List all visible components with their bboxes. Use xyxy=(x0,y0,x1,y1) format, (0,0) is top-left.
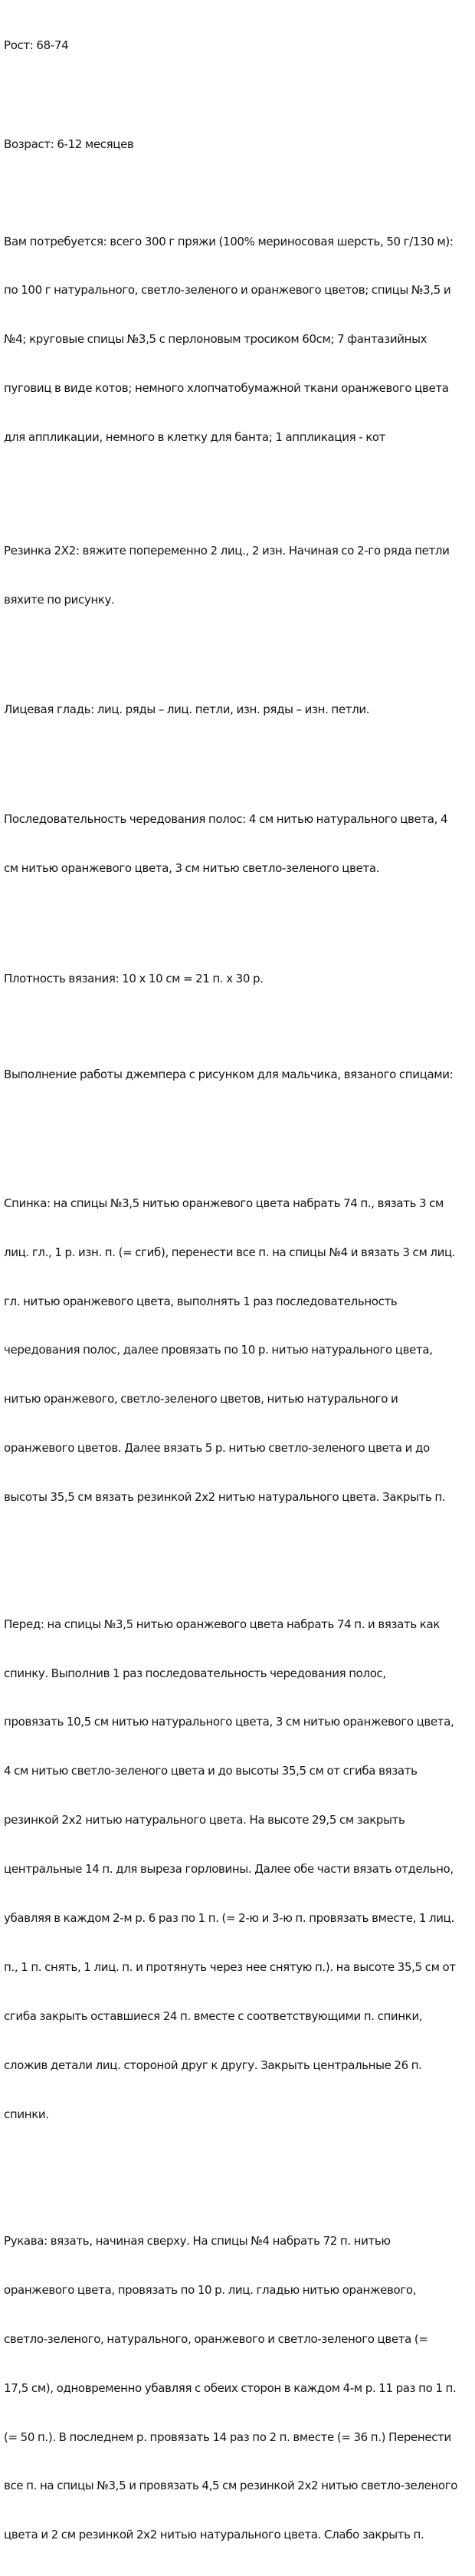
sleeves-line: все п. на спицы №3,5 и провязать 4,5 см резинкой 2х2 нитью светло-зеленого xyxy=(4,2479,458,2493)
back-line: Спинка: на спицы №3,5 нитью оранжевого цвета набрать 74 п., вязать 3 см xyxy=(4,1196,444,1210)
sleeves-line: 17,5 см), одновременно убавляя с обеих сторон в каждом 4-м р. 11 раз по 1 п. xyxy=(4,2380,457,2395)
front-line: убавляя в каждом 2-м р. 6 раз по 1 п. (= 2-ю и 3-ю п. провязать вместе, 1 лиц. xyxy=(4,1910,454,1925)
sleeves-line: Рукава: вязать, начиная сверху. На спицы №4 набрать 72 п. нитью xyxy=(4,2234,391,2249)
front-line: центральные 14 п. для выреза горловины. Далее обе части вязать отдельно, xyxy=(4,1862,454,1877)
materials-line: пуговиц в виде котов; немного хлопчатобумажной ткани оранжевого цвета xyxy=(4,381,449,396)
document-body xyxy=(4,0,473,2576)
materials-line: Вам потребуется: всего 300 г пряжи (100% мериносовая шерсть, 50 г/130 м): xyxy=(4,234,454,248)
sleeves-line: (= 50 п.). В последнем р. провязать 14 раз по 2 п. вместе (= 36 п.) Перенести xyxy=(4,2430,451,2444)
back-line: высоты 35,5 см вязать резинкой 2х2 нитью натурального цвета. Закрыть п. xyxy=(4,1490,446,1505)
rib-paragraph xyxy=(4,510,473,640)
gauge-line: Плотность вязания: 10 х 10 см = 21 п. х 30 р. xyxy=(4,971,264,985)
intro-line: Выполнение работы джемпера с рисунком для мальчика, вязаного спицами: xyxy=(4,1068,454,1082)
stockinette-paragraph xyxy=(4,669,473,750)
intro-paragraph xyxy=(4,1035,473,1116)
sleeves-paragraph xyxy=(4,2200,473,2576)
back-line: чередования полос, далее провязать по 10 р. нитью натурального цвета, xyxy=(4,1343,433,1357)
rib-line: Резинка 2Х2: вяжите попеременно 2 лиц., 2 изн. Начиная со 2-го ряда петли xyxy=(4,543,450,558)
front-line: спинку. Выполнив 1 раз последовательность чередования полос, xyxy=(4,1666,386,1680)
rib-line: вяхите по рисунку. xyxy=(4,592,115,607)
back-line: нитью оранжевого, светло-зеленого цветов, нитью натурального и xyxy=(4,1392,398,1406)
front-line: 4 см нитью светло-зеленого цвета и до высоты 35,5 см от сгиба вязать xyxy=(4,1764,418,1778)
materials-paragraph xyxy=(4,201,473,479)
size-line: Рост: 68-74 xyxy=(4,38,69,52)
size-paragraph xyxy=(4,5,473,86)
front-line: п., 1 п. снять, 1 лиц. п. и протянуть через нее снятую п.). на высоте 35,5 см от xyxy=(4,1959,456,1974)
front-line: сложив детали лиц. стороной друг к другу. Закрыть центральные 26 п. xyxy=(4,2058,422,2072)
gauge-paragraph xyxy=(4,938,473,1019)
back-line: гл. нитью оранжевого цвета, выполнять 1 раз последовательность xyxy=(4,1294,398,1308)
back-line: лиц. гл., 1 р. изн. п. (= сгиб), перенести все п. на спицы №4 и вязать 3 см лиц. xyxy=(4,1245,456,1259)
front-line: сгиба закрыть оставшиеся 24 п. вместе с соответствующими п. спинки, xyxy=(4,2008,423,2023)
front-line: спинки. xyxy=(4,2107,49,2121)
stripes-paragraph xyxy=(4,779,473,910)
sleeves-line: светло-зеленого, натурального, оранжевого и светло-зеленого цвета (= xyxy=(4,2331,428,2346)
back-paragraph xyxy=(4,1163,473,1538)
age-paragraph xyxy=(4,104,473,185)
materials-line: для аппликации, немного в клетку для банта; 1 аппликация - кот xyxy=(4,430,386,445)
front-line: резинкой 2х2 нитью натурального цвета. На высоте 29,5 см закрыть xyxy=(4,1813,405,1828)
sleeves-line: оранжевого цвета, провязать по 10 р. лиц. гладью нитью оранжевого, xyxy=(4,2282,417,2297)
front-paragraph xyxy=(4,1584,473,2155)
sleeves-line: цвета и 2 см резинкой 2х2 нитью натурального цвета. Слабо закрыть п. xyxy=(4,2528,424,2542)
age-line: Возраст: 6-12 месяцев xyxy=(4,137,134,152)
front-line: провязать 10,5 см нитью натурального цвета, 3 см нитью оранжевого цвета, xyxy=(4,1715,454,1729)
stripes-line: Последовательность чередования полос: 4 см нитью натурального цвета, 4 xyxy=(4,812,448,827)
materials-line: по 100 г натурального, светло-зеленого и оранжевого цветов; спицы №3,5 и xyxy=(4,283,451,298)
stripes-line: см нитью оранжевого цвета, 3 см нитью светло-зеленого цвета. xyxy=(4,861,380,876)
front-line: Перед: на спицы №3,5 нитью оранжевого цвета набрать 74 п. и вязать как xyxy=(4,1617,441,1631)
materials-line: №4; круговые спицы №3,5 с перлоновым тросиком 60см; 7 фантазийных xyxy=(4,332,428,347)
stockinette-line: Лицевая гладь: лиц. ряды – лиц. петли, изн. ряды – изн. петли. xyxy=(4,702,370,716)
back-line: оранжевого цветов. Далее вязать 5 р. нитью светло-зеленого цвета и до xyxy=(4,1441,430,1456)
